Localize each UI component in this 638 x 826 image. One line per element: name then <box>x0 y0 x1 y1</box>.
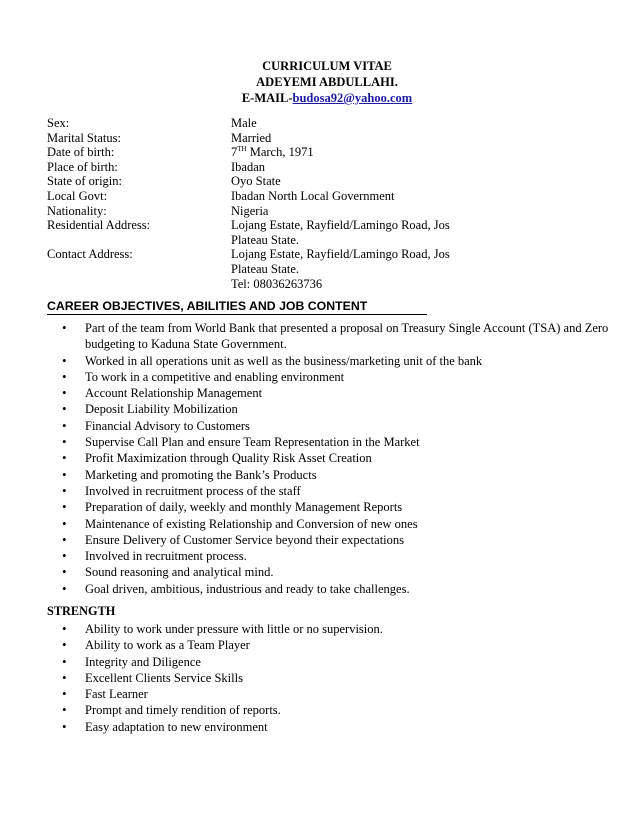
info-label: Date of birth: <box>47 145 115 160</box>
dob-suffix: TH <box>237 145 247 154</box>
info-label: Residential Address: <box>47 218 151 233</box>
cv-header <box>0 58 638 106</box>
info-label: Local Govt: <box>47 188 108 203</box>
dob-rest: March, 1971 <box>246 145 314 160</box>
info-value <box>231 145 607 160</box>
info-label: Place of birth: <box>47 159 118 174</box>
email-label: E-MAIL- <box>241 91 293 105</box>
address-line: Lojang Estate, Rayfield/Lamingo Road, Jos <box>231 247 450 262</box>
personal-info <box>47 116 607 291</box>
info-value <box>231 218 607 247</box>
list-item: • Profit Maximization through Quality Risk Asset Creation <box>62 450 622 466</box>
list-item: • Excellent Clients Service Skills <box>62 670 622 686</box>
strength-section-title: STRENGTH <box>47 604 116 618</box>
info-row-date-of-birth <box>47 145 607 160</box>
dob-day: 7 <box>231 145 238 160</box>
address-line: Plateau State. <box>231 232 300 247</box>
info-row-local-govt <box>47 189 607 204</box>
list-item: • Integrity and Diligence <box>62 654 622 670</box>
document-title: CURRICULUM VITAE <box>262 59 392 73</box>
list-item: • Ability to work as a Team Player <box>62 637 622 653</box>
list-item: • Ability to work under pressure with little or no supervision. <box>62 621 622 637</box>
strength-list <box>62 621 622 735</box>
info-value: Ibadan <box>231 159 266 174</box>
info-label: Nationality: <box>47 203 107 218</box>
list-item: • Involved in recruitment process. <box>62 548 622 564</box>
list-item: • Prompt and timely rendition of reports. <box>62 702 622 718</box>
email-link[interactable]: budosa92@yahoo.com <box>292 91 413 105</box>
list-item: • Supervise Call Plan and ensure Team Representation in the Market <box>62 434 622 450</box>
info-label: Marital Status: <box>47 130 121 145</box>
info-value: Male <box>231 116 257 130</box>
info-label: Sex: <box>47 116 70 130</box>
career-section-title: CAREER OBJECTIVES, ABILITIES AND JOB CONTENT <box>47 299 427 315</box>
info-value: Ibadan North Local Government <box>231 188 395 203</box>
info-row-contact-address <box>47 247 607 291</box>
info-row-nationality <box>47 204 607 219</box>
list-item: • Maintenance of existing Relationship and Conversion of new ones <box>62 516 622 532</box>
address-line: Plateau State. <box>231 261 300 276</box>
candidate-name: ADEYEMI ABDULLAHI. <box>256 75 398 89</box>
info-value: Nigeria <box>231 203 269 218</box>
info-value: Married <box>231 130 272 145</box>
list-item: • Account Relationship Management <box>62 385 622 401</box>
info-row-state-of-origin <box>47 174 607 189</box>
list-item: • Involved in recruitment process of the staff <box>62 483 622 499</box>
address-line: Lojang Estate, Rayfield/Lamingo Road, Jos <box>231 218 450 233</box>
info-value <box>231 247 607 291</box>
list-item: • Part of the team from World Bank that presented a proposal on Treasury Single Account (TSA) and Zero budgeting to Kaduna State Government. <box>62 320 622 353</box>
info-value: Oyo State <box>231 174 281 189</box>
info-row-sex <box>47 116 607 131</box>
list-item: • Deposit Liability Mobilization <box>62 401 622 417</box>
info-label: Contact Address: <box>47 247 133 262</box>
list-item: • Marketing and promoting the Bank’s Products <box>62 467 622 483</box>
list-item: • Goal driven, ambitious, industrious and ready to take challenges. <box>62 581 622 597</box>
list-item: • Fast Learner <box>62 686 622 702</box>
list-item: • Financial Advisory to Customers <box>62 418 622 434</box>
list-item: • Preparation of daily, weekly and monthly Management Reports <box>62 499 622 515</box>
info-label: State of origin: <box>47 174 122 189</box>
career-list <box>62 320 622 597</box>
list-item: • Worked in all operations unit as well as the business/marketing unit of the bank <box>62 353 622 369</box>
list-item: • Sound reasoning and analytical mind. <box>62 564 622 580</box>
phone-line: Tel: 08036263736 <box>231 276 323 291</box>
list-item: • Ensure Delivery of Customer Service beyond their expectations <box>62 532 622 548</box>
info-row-place-of-birth <box>47 160 607 175</box>
list-item: • Easy adaptation to new environment <box>62 719 622 735</box>
info-row-residential-address <box>47 218 607 247</box>
email-line <box>16 90 638 106</box>
info-row-marital-status <box>47 131 607 146</box>
list-item: • To work in a competitive and enabling environment <box>62 369 622 385</box>
